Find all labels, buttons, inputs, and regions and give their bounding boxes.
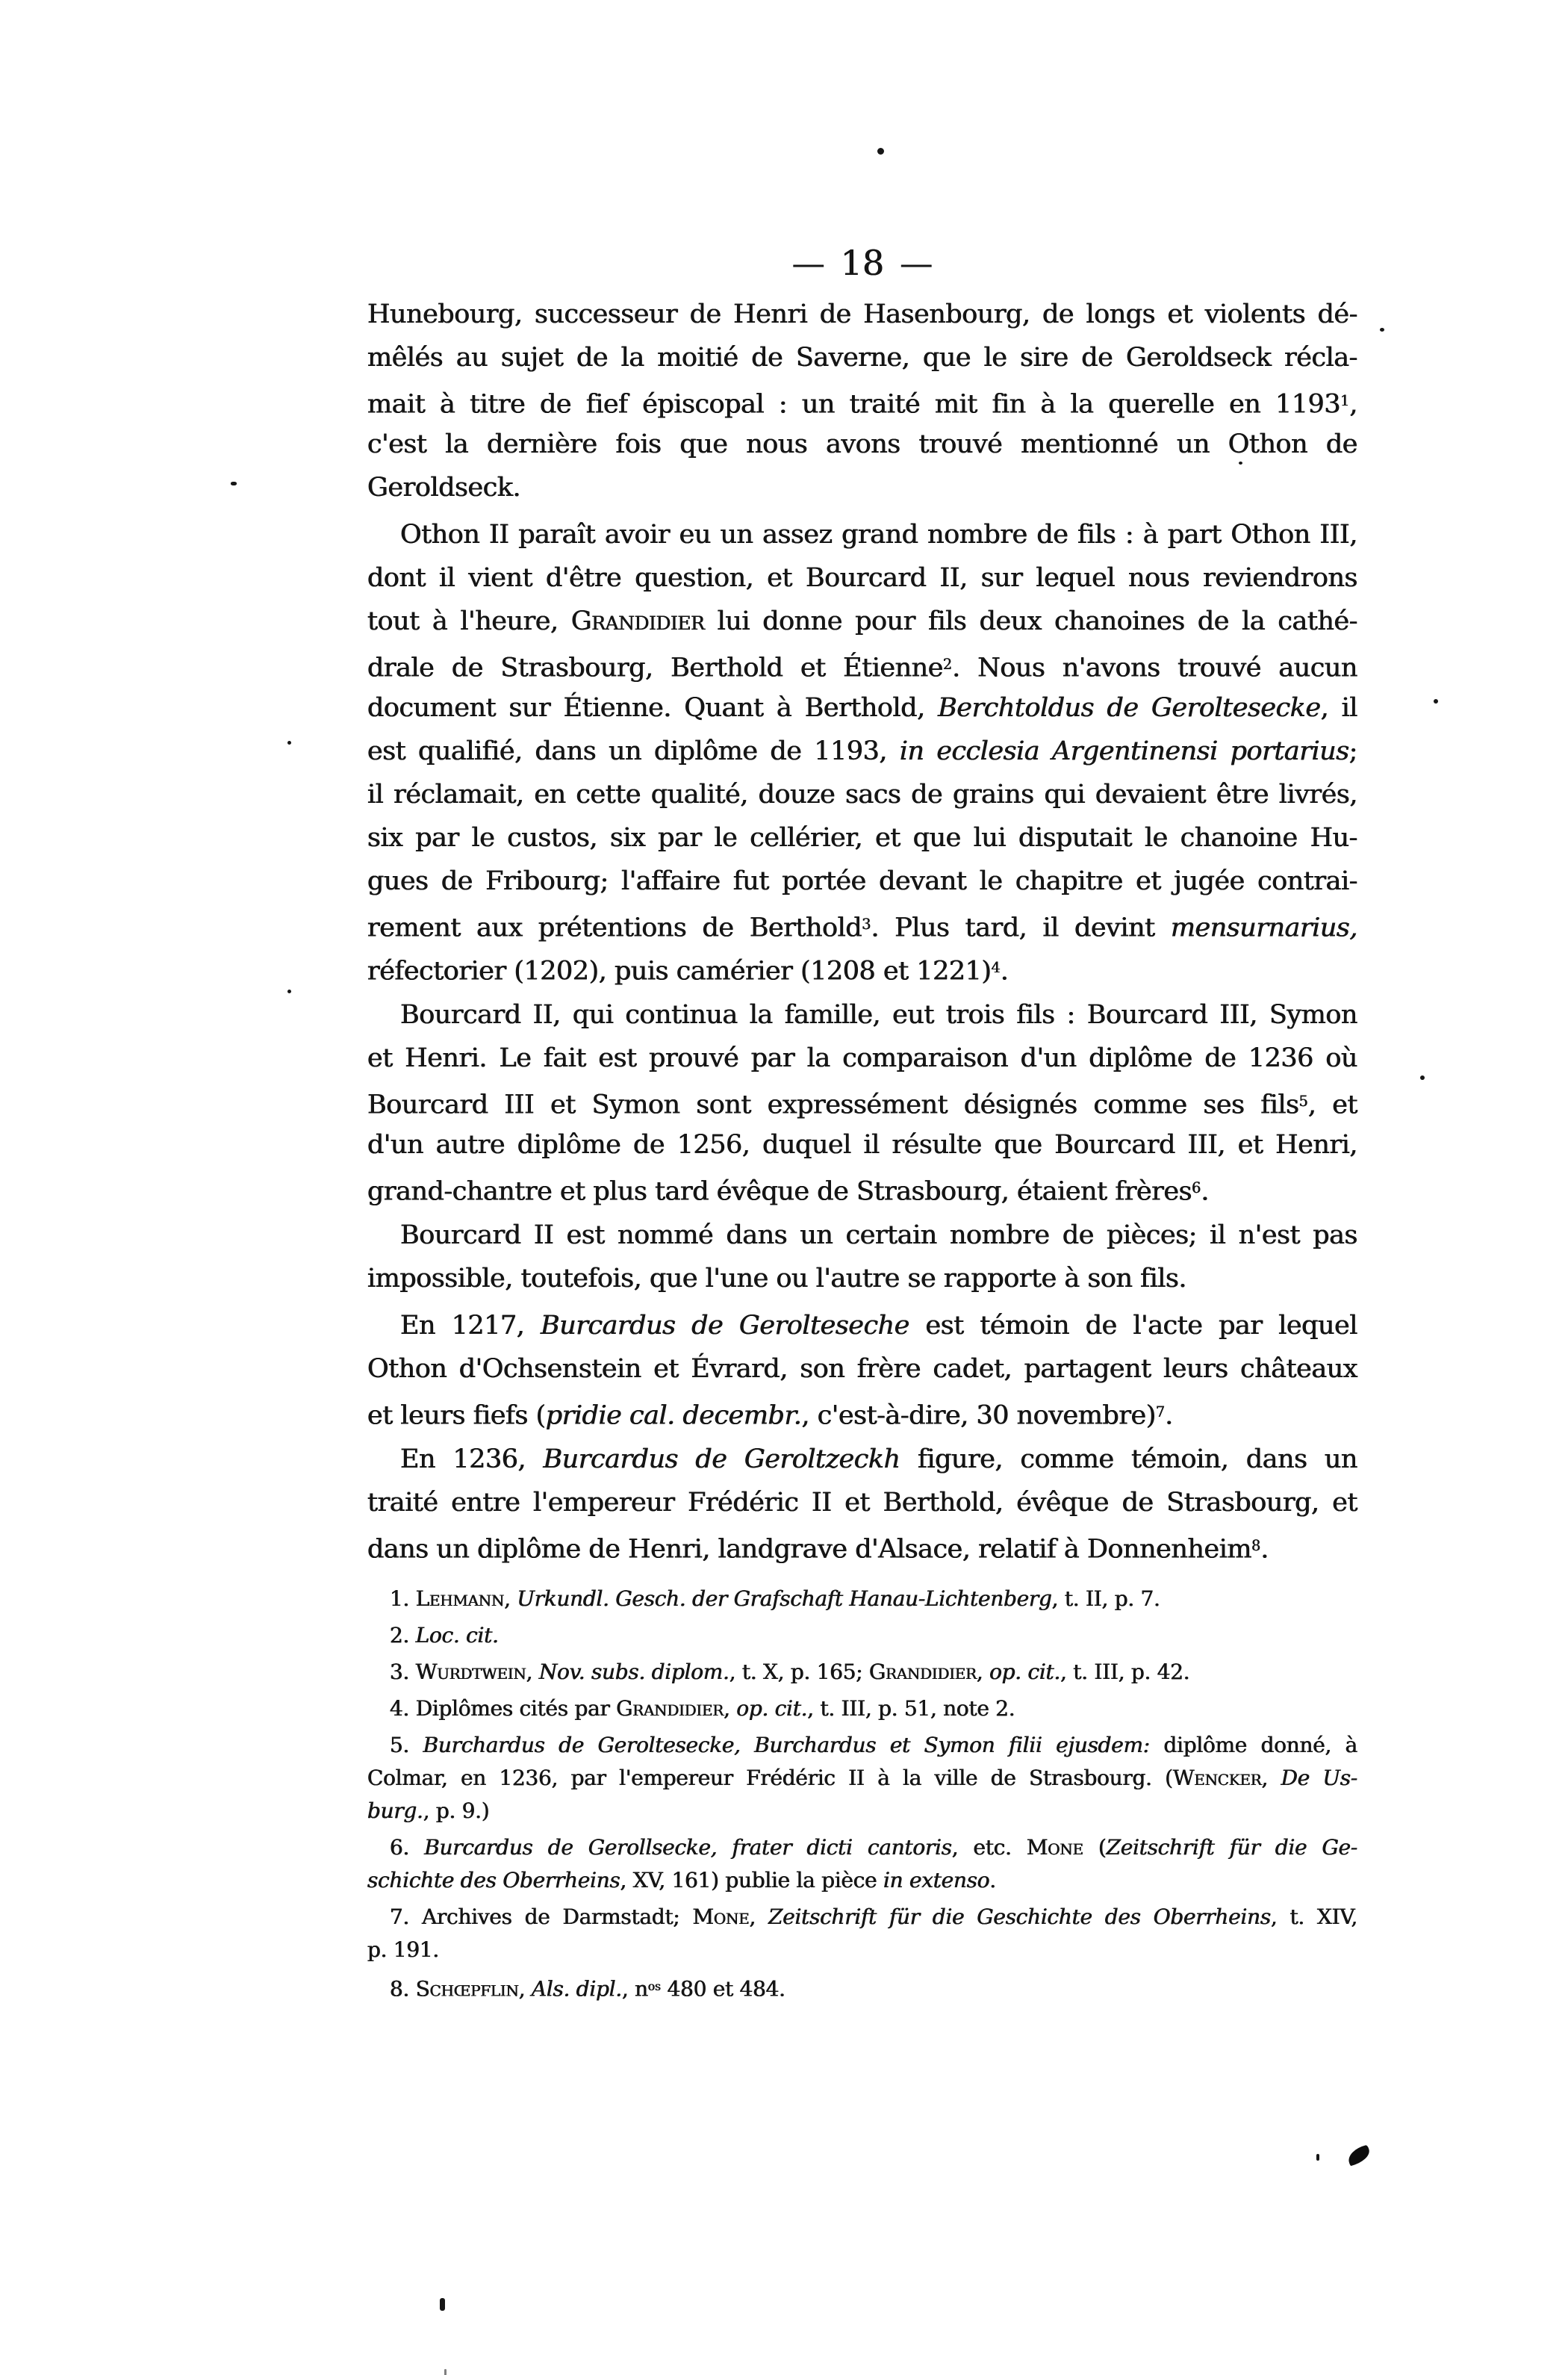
text-segment: , t. XIV, [1270,1904,1358,1929]
text-segment: Nov. subs. diplom. [538,1660,729,1684]
body-text [367,293,1357,1568]
text-line [367,903,1357,946]
text-line [367,1438,1357,1481]
text-line [367,946,1357,990]
text-segment: op. cit. [736,1696,808,1721]
paragraph [367,513,1357,990]
footnote [367,1729,1357,1828]
footnote [367,1619,1357,1652]
text-segment: En 1236, [400,1444,544,1474]
text-segment: Othon II paraît avoir eu un assez grand nombre de fils : à part Othon III, [400,520,1357,550]
text-segment: drale de Strasbourg, Berthold et Étienne [367,653,943,683]
text-segment: Bourcard III et Symon sont expressément désignés comme ses fils [367,1090,1299,1120]
text-line [367,1347,1357,1391]
text-segment: Burchardus de Geroltesecke, Burchardus et Symon filii ejusdem: [423,1733,1150,1757]
page-number: 18 [840,243,885,283]
text-segment: rement aux prétentions de Berthold [367,913,862,943]
text-segment: Bourcard II, qui continua la famille, eut trois fils : Bourcard III, Symon [400,1000,1357,1030]
text-line [367,1934,1357,1966]
ink-speck [444,2369,447,2375]
ink-speck [877,148,884,155]
text-segment: dans un diplôme de Henri, landgrave d'Alsace, relatif à Donnenheim [367,1534,1252,1565]
text-segment: , etc. [951,1835,1027,1860]
text-segment: et leurs fiefs ( [367,1400,546,1431]
text-line [367,643,1357,686]
text-line [367,860,1357,903]
text-line [367,1619,1357,1652]
text-segment: Schœpflin [415,1976,519,2002]
text-segment: lui donne pour fils deux chanoines de la cathé- [704,606,1358,636]
text-segment: in ecclesia Argentinensi portarius [899,736,1349,766]
text-line [367,816,1357,860]
text-line [367,1970,1357,2003]
text-segment: , [518,1976,532,2002]
ink-speck [440,2298,445,2311]
text-segment: Als. dipl. [531,1976,622,2002]
text-line [367,1080,1357,1123]
text-line [367,1729,1357,1762]
text-segment: , p. 9.) [423,1798,490,1823]
page-header [367,245,1357,282]
footnote [367,1656,1357,1689]
text-segment: , [1349,389,1357,420]
text-segment: traité entre l'empereur Frédéric II et Berthold, évêque de Strasbourg, et [367,1488,1357,1518]
footnote-marker: 3 [862,916,871,933]
text-segment: Burcardus de Geroltzeckh [543,1444,900,1474]
paragraph [367,993,1357,1210]
text-segment: impossible, toutefois, que l'une ou l'autre se rapporte à son fils. [367,1264,1187,1294]
text-segment: Urkundl. Gesch. der Grafschaft Hanau-Lichtenberg [517,1586,1052,1611]
text-segment: 7. Archives de Darmstadt; [390,1904,693,1929]
text-segment: Grandidier [570,606,705,636]
footnote-marker: 7 [1155,1403,1166,1421]
text-line [367,293,1357,336]
paragraph [367,1304,1357,1434]
text-segment: burg. [367,1798,423,1823]
header-dash-right: — [900,245,933,283]
text-segment: Bourcard II est nommé dans un certain nombre de pièces; il n'est pas [400,1220,1357,1250]
text-segment: , n [621,1976,648,2002]
text-segment: pridie cal. decembr. [545,1400,802,1431]
text-segment: mêlés au sujet de la moitié de Saverne, que le sire de Geroldseck récla- [367,343,1357,373]
text-segment: diplôme donné, à [1149,1733,1358,1757]
footnote-marker: 6 [1192,1179,1201,1196]
ink-speck [287,741,291,745]
paragraph [367,293,1357,509]
text-line [367,993,1357,1037]
text-segment: , [749,1904,769,1929]
text-segment: gues de Fribourg; l'affaire fut portée devant le chapitre et jugée contrai- [367,866,1357,896]
text-segment: . [1000,956,1009,987]
text-segment: 1. [390,1586,416,1611]
text-segment: , t. II, p. 7. [1051,1586,1160,1611]
text-segment: . Nous n'avons trouvé aucun [952,653,1357,683]
footnote [367,1583,1357,1615]
text-segment: , t. X, p. 165; [729,1660,869,1684]
text-segment: grand-chantre et plus tard évêque de Strasbourg, étaient frères [367,1176,1192,1207]
text-line [367,556,1357,600]
text-segment: , t. III, p. 51, note 2. [807,1696,1015,1721]
text-segment: 6. [390,1835,425,1860]
text-segment: De Us- [1281,1766,1357,1790]
text-line [367,423,1357,466]
text-line [367,1391,1357,1434]
text-segment: est témoin de l'acte par lequel [909,1311,1357,1341]
ink-speck [1380,328,1384,332]
text-segment: dont il vient d'être question, et Bourcard II, sur lequel nous reviendrons [367,563,1357,593]
text-segment: c'est la dernière fois que nous avons trouvé mentionné un Othon de [367,429,1357,459]
paragraph [367,1438,1357,1568]
text-segment: p. 191. [367,1937,439,1962]
text-segment: , XV, 161) publie la pièce [620,1868,883,1893]
text-segment: mensurnarius, [1170,913,1357,943]
text-segment: 3. [390,1660,416,1684]
text-segment: . [989,1868,996,1893]
text-segment: , [526,1660,539,1684]
text-segment: , [504,1586,517,1611]
ink-speck [1420,1075,1425,1080]
footnotes [367,1583,1357,2003]
text-segment: Geroldseck. [367,473,521,503]
text-segment: Wurdtwein [415,1660,526,1684]
ink-speck [1316,2154,1319,2161]
text-segment: Zeitschrift für die Geschichte des Oberrheins [768,1904,1271,1929]
text-line [367,730,1357,773]
text-segment: Hunebourg, successeur de Henri de Hasenbourg, de longs et violents dé- [367,299,1357,329]
text-line [367,1864,1357,1897]
text-segment: et Henri. Le fait est prouvé par la comparaison d'un diplôme de 1236 où [367,1043,1357,1073]
text-segment: Mone [1026,1835,1083,1860]
text-segment: 4. Diplômes cités par [390,1696,617,1721]
footnote-marker: 1 [1340,392,1350,409]
footnote-marker: 5 [1298,1093,1308,1110]
text-segment: six par le custos, six par le cellérier, et que lui disputait le chanoine Hu- [367,823,1357,853]
header-dash-left: — [791,245,825,283]
text-block [367,293,1357,2003]
text-line [367,1901,1357,1934]
footnote [367,1831,1357,1897]
text-segment: Grandidier [868,1660,977,1684]
ink-blot [1346,2145,1372,2167]
text-segment: 2. [390,1623,416,1648]
text-line [367,1167,1357,1210]
text-line [367,1795,1357,1828]
footnote-marker: 2 [942,656,953,673]
text-segment: document sur Étienne. Quant à Berthold, [367,693,939,723]
text-segment: 480 et 484. [661,1976,785,2002]
text-segment: d'un autre diplôme de 1256, duquel il résulte que Bourcard III, et Henri, [367,1130,1357,1160]
text-line [367,773,1357,816]
text-segment: . Plus tard, il devint [871,913,1171,943]
text-segment: schichte des Oberrheins [367,1868,620,1893]
text-segment: ; [1348,736,1357,766]
text-segment: est qualifié, dans un diplôme de 1193, [367,736,900,766]
text-segment: mait à titre de fief épiscopal : un traité mit fin à la querelle en 1193 [367,389,1341,420]
text-line [367,466,1357,509]
text-segment: Othon d'Ochsenstein et Évrard, son frère cadet, partagent leurs châteaux [367,1354,1357,1384]
text-segment: , [976,1660,990,1684]
text-line [367,1481,1357,1524]
text-segment: . [1260,1534,1269,1565]
text-segment: figure, comme témoin, dans un [900,1444,1357,1474]
text-segment: Burcardus de Gerollsecke, frater dicti cantoris [424,1835,952,1860]
text-line [367,1692,1357,1725]
text-segment: Lehmann [415,1586,505,1611]
text-line [367,1214,1357,1257]
text-line [367,1037,1357,1080]
text-segment: réfectorier (1202), puis camérier (1208 et 1221) [367,956,992,987]
text-line [367,600,1357,643]
text-line [367,1123,1357,1167]
ink-speck [231,482,237,485]
text-segment: , c'est-à-dire, 30 novembre) [801,1400,1156,1431]
text-line [367,1304,1357,1347]
text-line [367,1762,1357,1795]
text-line [367,686,1357,730]
text-line [367,1524,1357,1568]
footnote [367,1970,1357,2003]
text-line [367,336,1357,379]
text-segment: Loc. cit. [415,1623,499,1648]
footnote-marker: os [647,1980,662,1993]
text-segment: , il [1320,693,1358,723]
footnote-marker: 4 [991,959,1001,976]
text-line [367,1583,1357,1615]
footnote [367,1901,1357,1966]
text-segment: . [1165,1400,1173,1431]
text-segment: Mone [692,1904,750,1929]
paragraph [367,1214,1357,1300]
text-line [367,1831,1357,1864]
text-segment: , et [1307,1090,1357,1120]
text-segment: in extenso [883,1868,990,1893]
text-segment: il réclamait, en cette qualité, douze sacs de grains qui devaient être livrés, [367,780,1357,810]
text-segment: Grandidier [616,1696,724,1721]
text-line [367,1257,1357,1300]
text-segment: . [1201,1176,1209,1207]
text-line [367,379,1357,423]
ink-speck [1239,462,1242,465]
ink-speck [287,990,291,993]
text-line [367,1656,1357,1689]
text-segment: op. cit. [989,1660,1061,1684]
text-segment: 8. [390,1976,416,2002]
text-segment: Burcardus de Gerolteseche [541,1311,909,1341]
text-segment: Zeitschrift für die Ge- [1106,1835,1357,1860]
footnote [367,1692,1357,1725]
text-segment: ( [1083,1835,1107,1860]
text-segment: , [1261,1766,1281,1790]
ink-speck [1434,699,1438,704]
text-segment: 5. [390,1733,423,1757]
text-segment: , [724,1696,737,1721]
text-segment: Wencker [1172,1766,1262,1790]
text-segment: tout à l'heure, [367,606,571,636]
footnote-marker: 8 [1251,1537,1261,1554]
text-line [367,513,1357,556]
text-segment: , t. III, p. 42. [1060,1660,1190,1684]
text-segment: Berchtoldus de Geroltesecke [938,693,1321,723]
text-segment: En 1217, [400,1311,541,1341]
text-segment: Colmar, en 1236, par l'empereur Frédéric II à la ville de Strasbourg. ( [367,1766,1173,1790]
